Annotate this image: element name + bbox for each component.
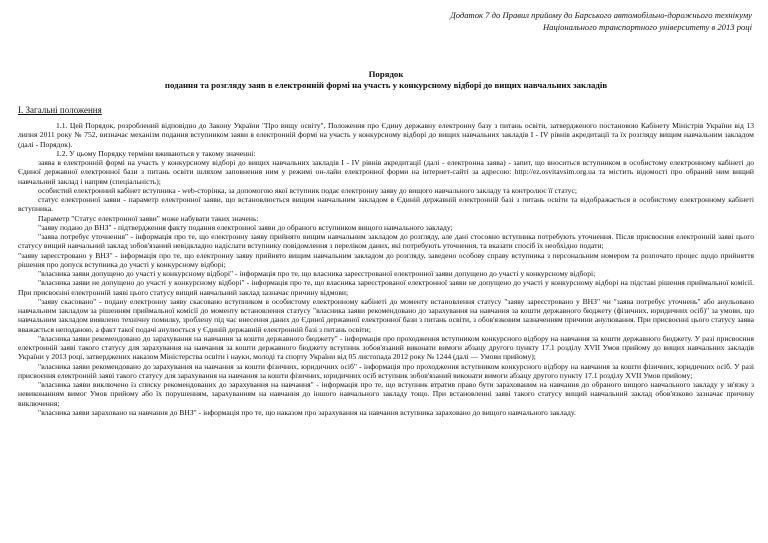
header-line-2: Національного транспортного університету в 2013 році: [542, 21, 752, 32]
paragraph: 1.2. У цьому Порядку терміни вживаються у такому значенні:: [56, 148, 256, 158]
document-body: [18, 121, 754, 417]
paragraph: "власника заяви допущено до участі у конкурсному відборі" - інформація про те, що власника зареєстрованої електронної заяви допущено до участі у конкурсному відборі;: [38, 269, 596, 278]
paragraph: "заяву подано до ВНЗ" - підтвердження факту подання електронної заяви до обраного вступником вищого навчального закладу;: [38, 222, 453, 232]
document-title: [18, 69, 754, 91]
paragraph: особистий електронний кабінет вступника - web-сторінка, за допомогою якої вступник подає електронну заяву до вищого навчального закладу та контролює її статус;: [38, 185, 577, 195]
header-line-1: Додаток 7 до Правил прийому до Барського автомобільно-дорожнього технікуму: [450, 10, 752, 20]
paragraph: "власника заяви не допущено до участі у конкурсному відборі" - інформація про те, що власника зареєстрованої електронної заяви не допущено до участі у конкурсному відборі на підставі рішення приймальної комісії. При присвоєнні електронній заяві цього статусу вищий навчальний заклад зазначає причину відмови;: [18, 278, 754, 297]
paragraph: статус електронної заяви - параметр електронної заяви, що встановлюється вищим навчальним закладом в Єдиній державній електронній базі з питань освіти та відображається в особистому електронному кабінеті вступника.: [18, 195, 754, 214]
paragraph: "власника заяви зараховано на навчання до ВНЗ" - інформація про те, що наказом про зарахування на навчання вступника зараховано до вищого навчального закладу.: [38, 407, 576, 417]
section-heading-general: І. Загальні положення: [18, 105, 102, 115]
paragraph: "заява потребує уточнення" - інформація про те, що електронну заяву прийнято вищим навчальним закладом до розгляду, але дані стосовно вступника потребують уточнення. Після присвоєння електронній заяві цього статусу вищий навчальний заклад зобов'язаний невідкладно надіслати вступнику повідомлення з переліком даних, які потребують уточнення, та вказати спосіб їх необхідно подати;: [18, 232, 754, 251]
paragraph: Параметр "Статус електронної заяви" може набувати таких значень:: [38, 213, 259, 223]
document-header: [18, 10, 754, 33]
title-line-1: Порядок: [368, 69, 404, 79]
title-line-2: подання та розгляду заяв в електронній формі на участь у конкурсному відборі до вищих навчальних закладів: [164, 80, 608, 90]
paragraph: "власника заяви рекомендовано до зарахування на навчання за кошти фізичних, юридичних осіб" - інформація про проходження вступником конкурсного відбору на навчання за кошти фізичних, юридичних осіб. У разі присвоєння електронній заяві такого статусу для зарахування на навчання за кошти фізичних, юридичних осіб вступник зобов'язаний виконати вимоги абзацу другого пункту 17.1 розділу XVII Умов прийому;: [18, 361, 754, 380]
paragraph: "власника заяви виключено із списку рекомендованих до зарахування на навчання" - інформація про те, що вступник втратив право бути зарахованим на навчання до обраного вищого навчального закладу у зв'язку з невиконанням вимог Умов прийому або їх порушенням, зарахуванням на навчання до іншого навчального закладу тощо. При встановленні заяві такого статусу вищий навчальний заклад обов'язково зазначає причину виключення;: [18, 380, 754, 408]
paragraph: 1.1. Цей Порядок, розроблений відповідно до Закону України "Про вищу освіту", Положення про Єдину державну електронну базу з питань освіти, затвердженого постановою Кабінету Міністрів України від 13 липня 2011 року № 752, визначає механізм подання вступником заяви в електронній формі на участь у конкурсному відборі до вищих навчальних закладів І - IV рівнів акредитації та їх розгляду вищим навчальним закладом (далі - Порядок).: [18, 121, 754, 149]
paragraph: заява в електронній формі на участь у конкурсному відборі до вищих навчальних закладів І - IV рівнів акредитації (далі - електронна заява) - запит, що вноситься вступником в особистому електронному кабінеті до Єдиної державної електронної бази з питань освіти шляхом заповнення ним у режимі он-лайн електронної форми на інтернет-сайті за адресою: http://ez.osvitavsim.org.ua та містить відомості про обраний ним вищий навчальний заклад і напрям (спеціальність);: [18, 158, 754, 186]
paragraph: "власника заяви рекомендовано до зарахування на навчання за кошти державного бюджету" - інформація про проходження вступником конкурсного відбору на навчання за кошти державного бюджету. У разі присвоєння електронній заяві такого статусу для зарахування на навчання за кошти державного бюджету вступник зобов'язаний виконати вимоги абзацу другого пункту 17.1 розділу XVII Умов прийому до вищих навчальних закладів України у 2013 році, затверджених наказом Міністерства освіти і науки, молоді та спорту України від 05 листопада 2012 року № 1244 (далі — Умови прийому);: [18, 333, 754, 362]
paragraph: "заяву скасовано" - подану електронну заяву скасовано вступником в особистому електронному кабінеті до моменту встановлення статусу "заяву зареєстровано у ВНЗ" чи "заява потребує уточнень" або анульовано навчальним закладом за рішенням приймальної комісії до моменту встановлення статусу "власника заяви рекомендовано до зарахування на навчання за кошти державного бюджету (фізичних, юридичних осіб)" за умови, що навчальним закладом виявлено технічну помилку, зроблену під час внесення даних до Єдиної державної електронної бази з питань освіти, з обов'язковим зазначенням причини анулювання. При присвоєнні цього статусу заява вважається неподаною, а факт такої подачі анулюється у Єдиній державній електронній базі з питань освіти;: [18, 296, 754, 334]
paragraph: "заяву зареєстровано у ВНЗ" - інформація про те, що електронну заяву прийнято вищим навчальним закладом до розгляду, заведено особову справу вступника з персональним номером та розпочато процес щодо прийняття рішення про допуск вступника до участі у конкурсному відборі;: [18, 250, 754, 269]
